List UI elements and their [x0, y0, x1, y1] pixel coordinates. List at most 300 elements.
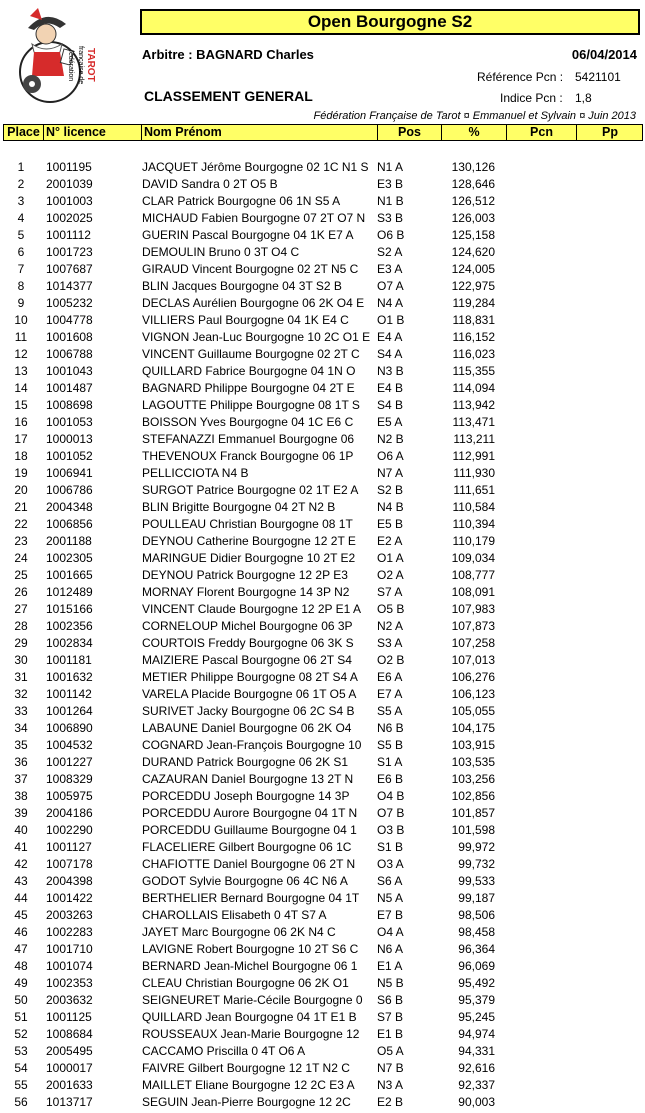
pct-cell: 116,152 [452, 330, 495, 344]
pct-cell: 101,598 [451, 823, 495, 837]
nom-cell: QUILLARD Jean Bourgogne 04 1T E1 B [142, 1010, 357, 1024]
table-row [0, 856, 645, 873]
table-row [0, 516, 645, 533]
table-row [0, 958, 645, 975]
pct-cell: 106,276 [451, 670, 495, 684]
pct-cell: 119,284 [452, 296, 495, 310]
pct-cell: 110,179 [452, 534, 495, 548]
pos-cell: S2 A [377, 245, 403, 259]
place-cell: 17 [14, 432, 28, 446]
licence-cell: 1004532 [46, 738, 93, 752]
pos-cell: E4 B [377, 381, 404, 395]
table-row [0, 720, 645, 737]
pos-cell: E1 B [377, 1027, 404, 1041]
place-cell: 42 [14, 857, 28, 871]
pos-cell: E4 A [377, 330, 403, 344]
pct-cell: 113,211 [453, 432, 495, 446]
place-cell: 35 [14, 738, 28, 752]
table-row [0, 924, 645, 941]
nom-cell: CLEAU Christian Bourgogne 06 2K O1 [142, 976, 349, 990]
pos-cell: E5 A [377, 415, 403, 429]
table-row [0, 295, 645, 312]
licence-cell: 1006786 [46, 483, 93, 497]
table-row [0, 448, 645, 465]
place-cell: 41 [14, 840, 28, 854]
place-cell: 56 [14, 1095, 28, 1109]
nom-cell: MICHAUD Fabien Bourgogne 07 2T O7 N [142, 211, 366, 225]
col-header-pp: Pp [602, 125, 618, 139]
licence-cell: 1000017 [46, 1061, 93, 1075]
ranking-table [0, 159, 645, 1111]
col-header-licence: N° licence [44, 125, 142, 140]
licence-cell: 1001608 [46, 330, 93, 344]
place-cell: 33 [14, 704, 28, 718]
pos-cell: N2 B [377, 432, 404, 446]
licence-cell: 1002290 [46, 823, 93, 837]
nom-cell: SEGUIN Jean-Pierre Bourgogne 12 2C [142, 1095, 351, 1109]
nom-cell: ROUSSEAUX Jean-Marie Bourgogne 12 [142, 1027, 360, 1041]
licence-cell: 1006890 [46, 721, 93, 735]
licence-cell: 1001112 [46, 228, 91, 242]
licence-cell: 1013717 [46, 1095, 93, 1109]
pos-cell: E2 A [377, 534, 403, 548]
nom-cell: COURTOIS Freddy Bourgogne 06 3K S [142, 636, 354, 650]
table-header [3, 124, 643, 141]
nom-cell: VINCENT Guillaume Bourgogne 02 2T C [142, 347, 360, 361]
licence-cell: 1001710 [46, 942, 93, 956]
place-cell: 3 [17, 194, 25, 208]
place-cell: 38 [14, 789, 28, 803]
pct-cell: 118,831 [452, 313, 495, 327]
pct-cell: 103,535 [451, 755, 495, 769]
pos-cell: N1 B [377, 194, 404, 208]
table-row [0, 533, 645, 550]
pos-cell: S5 A [377, 704, 403, 718]
place-cell: 30 [14, 653, 28, 667]
pct-cell: 103,256 [451, 772, 495, 786]
licence-cell: 1001142 [46, 687, 92, 701]
pct-cell: 128,646 [451, 177, 495, 191]
nom-cell: MAIZIERE Pascal Bourgogne 06 2T S4 [142, 653, 352, 667]
licence-cell: 1015166 [46, 602, 93, 616]
pos-cell: N7 A [377, 466, 404, 480]
place-cell: 2 [17, 177, 25, 191]
place-cell: 44 [14, 891, 28, 905]
pct-cell: 108,091 [451, 585, 495, 599]
licence-cell: 1001074 [46, 959, 93, 973]
licence-cell: 1002834 [46, 636, 93, 650]
place-cell: 19 [14, 466, 28, 480]
nom-cell: GODOT Sylvie Bourgogne 06 4C N6 A [142, 874, 348, 888]
nom-cell: BAGNARD Philippe Bourgogne 04 2T E [142, 381, 355, 395]
nom-cell: SURGOT Patrice Bourgogne 02 1T E2 A [142, 483, 359, 497]
nom-cell: SURIVET Jacky Bourgogne 06 2C S4 B [142, 704, 355, 718]
nom-cell: FLACELIERE Gilbert Bourgogne 06 1C [142, 840, 352, 854]
nom-cell: CHAROLLAIS Elisabeth 0 4T S7 A [142, 908, 327, 922]
pct-cell: 113,471 [452, 415, 495, 429]
licence-cell: 1002283 [46, 925, 93, 939]
licence-cell: 1001195 [46, 160, 92, 174]
tournament-date: 06/04/2014 [571, 47, 637, 62]
pct-cell: 107,013 [451, 653, 495, 667]
pct-cell: 122,975 [451, 279, 495, 293]
pos-cell: N2 A [377, 619, 404, 633]
nom-cell: GIRAUD Vincent Bourgogne 02 2T N5 C [142, 262, 359, 276]
table-row [0, 176, 645, 193]
pos-cell: N5 A [377, 891, 404, 905]
table-row [0, 754, 645, 771]
table-row [0, 975, 645, 992]
place-cell: 20 [14, 483, 28, 497]
pct-cell: 99,187 [458, 891, 495, 905]
pos-cell: E7 A [377, 687, 403, 701]
federation-credit: Fédération Française de Tarot ¤ Emmanuel et Sylvain ¤ Juin 2013 [313, 110, 636, 122]
pct-cell: 105,055 [451, 704, 495, 718]
pos-cell: N4 B [377, 500, 404, 514]
pos-cell: O5 A [377, 1044, 404, 1058]
nom-cell: VIGNON Jean-Luc Bourgogne 10 2C O1 E [142, 330, 371, 344]
place-cell: 25 [14, 568, 28, 582]
nom-cell: LABAUNE Daniel Bourgogne 06 2K O4 [142, 721, 352, 735]
nom-cell: DAVID Sandra 0 2T O5 B [142, 177, 278, 191]
place-cell: 8 [17, 279, 25, 293]
pct-cell: 126,003 [451, 211, 495, 225]
place-cell: 37 [14, 772, 28, 786]
table-row [0, 227, 645, 244]
nom-cell: PELLICCIOTA N4 B [142, 466, 249, 480]
pct-cell: 115,355 [452, 364, 495, 378]
pos-cell: N6 B [377, 721, 404, 735]
nom-cell: VILLIERS Paul Bourgogne 04 1K E4 C [142, 313, 349, 327]
pct-cell: 106,123 [451, 687, 495, 701]
pct-cell: 114,094 [452, 381, 495, 395]
pos-cell: E7 B [377, 908, 404, 922]
licence-cell: 2003632 [46, 993, 93, 1007]
pct-cell: 112,991 [452, 449, 495, 463]
table-row [0, 244, 645, 261]
licence-cell: 1002305 [46, 551, 93, 565]
place-cell: 46 [14, 925, 28, 939]
licence-cell: 1002025 [46, 211, 93, 225]
nom-cell: PORCEDDU Aurore Bourgogne 04 1T N [142, 806, 358, 820]
col-header-pct: % [442, 125, 507, 140]
place-cell: 27 [14, 602, 28, 616]
pos-cell: S7 A [377, 585, 403, 599]
licence-cell: 1014377 [46, 279, 93, 293]
pct-cell: 103,915 [451, 738, 495, 752]
licence-cell: 1001264 [46, 704, 93, 718]
place-cell: 14 [14, 381, 28, 395]
nom-cell: POULLEAU Christian Bourgogne 08 1T [142, 517, 353, 531]
place-cell: 1 [17, 160, 25, 174]
pct-cell: 109,034 [451, 551, 495, 565]
nom-cell: MARINGUE Didier Bourgogne 10 2T E2 [142, 551, 356, 565]
logo-text-mid: française de [77, 46, 84, 85]
pos-cell: S6 B [377, 993, 404, 1007]
place-cell: 21 [14, 500, 28, 514]
table-row [0, 669, 645, 686]
licence-cell: 2003263 [46, 908, 93, 922]
pos-cell: S1 B [377, 840, 404, 854]
table-row [0, 890, 645, 907]
nom-cell: PORCEDDU Guillaume Bourgogne 04 1 [142, 823, 357, 837]
pct-cell: 95,379 [458, 993, 495, 1007]
table-row [0, 1060, 645, 1077]
licence-cell: 1005975 [46, 789, 93, 803]
table-row [0, 737, 645, 754]
place-cell: 9 [17, 296, 25, 310]
licence-cell: 1007178 [46, 857, 93, 871]
pct-cell: 98,506 [458, 908, 495, 922]
licence-cell: 1001052 [46, 449, 93, 463]
table-row [0, 261, 645, 278]
nom-cell: GUERIN Pascal Bourgogne 04 1K E7 A [142, 228, 354, 242]
licence-cell: 1000013 [46, 432, 93, 446]
table-row [0, 210, 645, 227]
nom-cell: MAILLET Eliane Bourgogne 12 2C E3 A [142, 1078, 355, 1092]
pct-cell: 124,005 [451, 262, 495, 276]
pos-cell: S4 A [377, 347, 403, 361]
pct-cell: 116,023 [452, 347, 495, 361]
table-row [0, 431, 645, 448]
nom-cell: CHAFIOTTE Daniel Bourgogne 06 2T N [142, 857, 356, 871]
pos-cell: N6 A [377, 942, 404, 956]
place-cell: 48 [14, 959, 28, 973]
arbitre-label: Arbitre : BAGNARD Charles [142, 47, 314, 62]
pct-cell: 94,331 [458, 1044, 495, 1058]
pos-cell: O2 B [377, 653, 405, 667]
pct-cell: 99,533 [458, 874, 495, 888]
table-row [0, 652, 645, 669]
licence-cell: 1001125 [46, 1010, 92, 1024]
nom-cell: COGNARD Jean-François Bourgogne 10 [142, 738, 362, 752]
place-cell: 24 [14, 551, 28, 565]
pos-cell: S3 A [377, 636, 403, 650]
place-cell: 7 [17, 262, 25, 276]
col-header-pcn: Pcn [507, 125, 577, 140]
licence-cell: 1005232 [46, 296, 93, 310]
table-row [0, 550, 645, 567]
pos-cell: N3 A [377, 1078, 404, 1092]
place-cell: 52 [14, 1027, 28, 1041]
pct-cell: 107,873 [451, 619, 495, 633]
nom-cell: LAGOUTTE Philippe Bourgogne 08 1T S [142, 398, 360, 412]
place-cell: 28 [14, 619, 28, 633]
pos-cell: N1 A [377, 160, 404, 174]
licence-cell: 1001632 [46, 670, 93, 684]
licence-cell: 1001127 [46, 840, 92, 854]
table-row [0, 703, 645, 720]
table-row [0, 193, 645, 210]
pos-cell: O6 B [377, 228, 405, 242]
place-cell: 12 [14, 347, 28, 361]
licence-cell: 1001043 [46, 364, 93, 378]
table-row [0, 941, 645, 958]
nom-cell: DURAND Patrick Bourgogne 06 2K S1 [142, 755, 349, 769]
licence-cell: 1008698 [46, 398, 93, 412]
page-title: Open Bourgogne S2 [140, 9, 640, 35]
table-row [0, 618, 645, 635]
licence-cell: 1001003 [46, 194, 93, 208]
pct-cell: 101,857 [451, 806, 495, 820]
licence-cell: 1002353 [46, 976, 93, 990]
nom-cell: BERTHELIER Bernard Bourgogne 04 1T [142, 891, 360, 905]
nom-cell: DECLAS Aurélien Bourgogne 06 2K O4 E [142, 296, 365, 310]
licence-cell: 1008684 [46, 1027, 93, 1041]
nom-cell: DEMOULIN Bruno 0 3T O4 C [142, 245, 300, 259]
pos-cell: O7 A [377, 279, 404, 293]
col-header-nom: Nom Prénom [142, 125, 378, 140]
pct-cell: 99,732 [458, 857, 495, 871]
pct-cell: 98,458 [458, 925, 495, 939]
licence-cell: 1006856 [46, 517, 93, 531]
pct-cell: 95,492 [458, 976, 495, 990]
pos-cell: S5 B [377, 738, 404, 752]
pos-cell: E6 A [377, 670, 403, 684]
place-cell: 34 [14, 721, 28, 735]
pos-cell: S6 A [377, 874, 403, 888]
logo-brand-text: TAROT [85, 48, 96, 82]
place-cell: 16 [14, 415, 28, 429]
pos-cell: O5 B [377, 602, 405, 616]
pct-cell: 95,245 [458, 1010, 495, 1024]
pct-cell: 126,512 [451, 194, 495, 208]
pct-cell: 92,616 [458, 1061, 495, 1075]
pos-cell: S7 B [377, 1010, 404, 1024]
pos-cell: N4 A [377, 296, 404, 310]
nom-cell: PORCEDDU Joseph Bourgogne 14 3P [142, 789, 350, 803]
place-cell: 50 [14, 993, 28, 1007]
licence-cell: 2001188 [46, 534, 92, 548]
pos-cell: O1 B [377, 313, 405, 327]
pct-cell: 108,777 [451, 568, 495, 582]
place-cell: 11 [14, 330, 28, 344]
table-row [0, 771, 645, 788]
nom-cell: DEYNOU Patrick Bourgogne 12 2P E3 [142, 568, 348, 582]
nom-cell: BERNARD Jean-Michel Bourgogne 06 1 [142, 959, 358, 973]
reference-value: 5421101 [575, 70, 621, 84]
licence-cell: 2001633 [46, 1078, 93, 1092]
pct-cell: 99,972 [458, 840, 495, 854]
nom-cell: CORNELOUP Michel Bourgogne 06 3P [142, 619, 353, 633]
nom-cell: CAZAURAN Daniel Bourgogne 13 2T N [142, 772, 354, 786]
place-cell: 47 [14, 942, 28, 956]
licence-cell: 1008329 [46, 772, 93, 786]
place-cell: 49 [14, 976, 28, 990]
table-row [0, 1077, 645, 1094]
licence-cell: 1001227 [46, 755, 93, 769]
pct-cell: 111,651 [453, 483, 495, 497]
pos-cell: O4 B [377, 789, 405, 803]
place-cell: 39 [14, 806, 28, 820]
table-row [0, 363, 645, 380]
place-cell: 10 [14, 313, 28, 327]
pos-cell: E3 A [377, 262, 403, 276]
table-row [0, 312, 645, 329]
indice-value: 1,8 [575, 91, 592, 105]
table-row [0, 686, 645, 703]
licence-cell: 1001665 [46, 568, 93, 582]
indice-label: Indice Pcn : [500, 91, 563, 105]
pos-cell: O6 A [377, 449, 404, 463]
licence-cell: 2004398 [46, 874, 93, 888]
place-cell: 18 [14, 449, 28, 463]
nom-cell: BLIN Brigitte Bourgogne 04 2T N2 B [142, 500, 336, 514]
pos-cell: O2 A [377, 568, 404, 582]
nom-cell: JAYET Marc Bourgogne 06 2K N4 C [142, 925, 336, 939]
nom-cell: QUILLARD Fabrice Bourgogne 04 1N O [142, 364, 356, 378]
place-cell: 23 [14, 534, 28, 548]
pos-cell: N3 B [377, 364, 404, 378]
table-row [0, 414, 645, 431]
table-row [0, 873, 645, 890]
table-row [0, 465, 645, 482]
licence-cell: 1001487 [46, 381, 93, 395]
pos-cell: E5 B [377, 517, 404, 531]
nom-cell: METIER Philippe Bourgogne 08 2T S4 A [142, 670, 358, 684]
pos-cell: N7 B [377, 1061, 404, 1075]
place-cell: 36 [14, 755, 28, 769]
licence-cell: 2004186 [46, 806, 93, 820]
place-cell: 45 [14, 908, 28, 922]
table-row [0, 601, 645, 618]
place-cell: 26 [14, 585, 28, 599]
place-cell: 4 [17, 211, 25, 225]
pct-cell: 130,126 [451, 160, 495, 174]
licence-cell: 1007687 [46, 262, 93, 276]
table-row [0, 635, 645, 652]
pct-cell: 125,158 [451, 228, 495, 242]
licence-cell: 1006788 [46, 347, 93, 361]
pct-cell: 102,856 [451, 789, 495, 803]
licence-cell: 1001422 [46, 891, 93, 905]
classement-heading: CLASSEMENT GENERAL [144, 88, 313, 104]
col-header-pos: Pos [378, 125, 442, 140]
table-row [0, 380, 645, 397]
nom-cell: BOISSON Yves Bourgogne 04 1C E6 C [142, 415, 354, 429]
table-row [0, 567, 645, 584]
pos-cell: S2 B [377, 483, 404, 497]
licence-cell: 1006941 [46, 466, 93, 480]
pct-cell: 113,942 [452, 398, 495, 412]
nom-cell: MORNAY Florent Bourgogne 14 3P N2 [142, 585, 350, 599]
place-cell: 32 [14, 687, 28, 701]
pos-cell: S1 A [377, 755, 403, 769]
pct-cell: 104,175 [451, 721, 495, 735]
table-row [0, 1043, 645, 1060]
table-row [0, 397, 645, 414]
ffm-tarot-logo [8, 6, 96, 108]
licence-cell: 1012489 [46, 585, 93, 599]
nom-cell: BLIN Jacques Bourgogne 04 3T S2 B [142, 279, 342, 293]
table-row [0, 907, 645, 924]
nom-cell: JACQUET Jérôme Bourgogne 02 1C N1 S [142, 160, 369, 174]
nom-cell: VINCENT Claude Bourgogne 12 2P E1 A [142, 602, 362, 616]
place-cell: 31 [14, 670, 28, 684]
table-row [0, 839, 645, 856]
place-cell: 13 [14, 364, 28, 378]
pct-cell: 110,394 [452, 517, 495, 531]
table-row [0, 1026, 645, 1043]
nom-cell: CLAR Patrick Bourgogne 06 1N S5 A [142, 194, 341, 208]
pos-cell: O4 A [377, 925, 404, 939]
table-row [0, 788, 645, 805]
table-row [0, 159, 645, 176]
licence-cell: 1001181 [46, 653, 92, 667]
pct-cell: 124,620 [451, 245, 495, 259]
col-header-place: Place [4, 125, 44, 140]
licence-cell: 1001723 [46, 245, 93, 259]
